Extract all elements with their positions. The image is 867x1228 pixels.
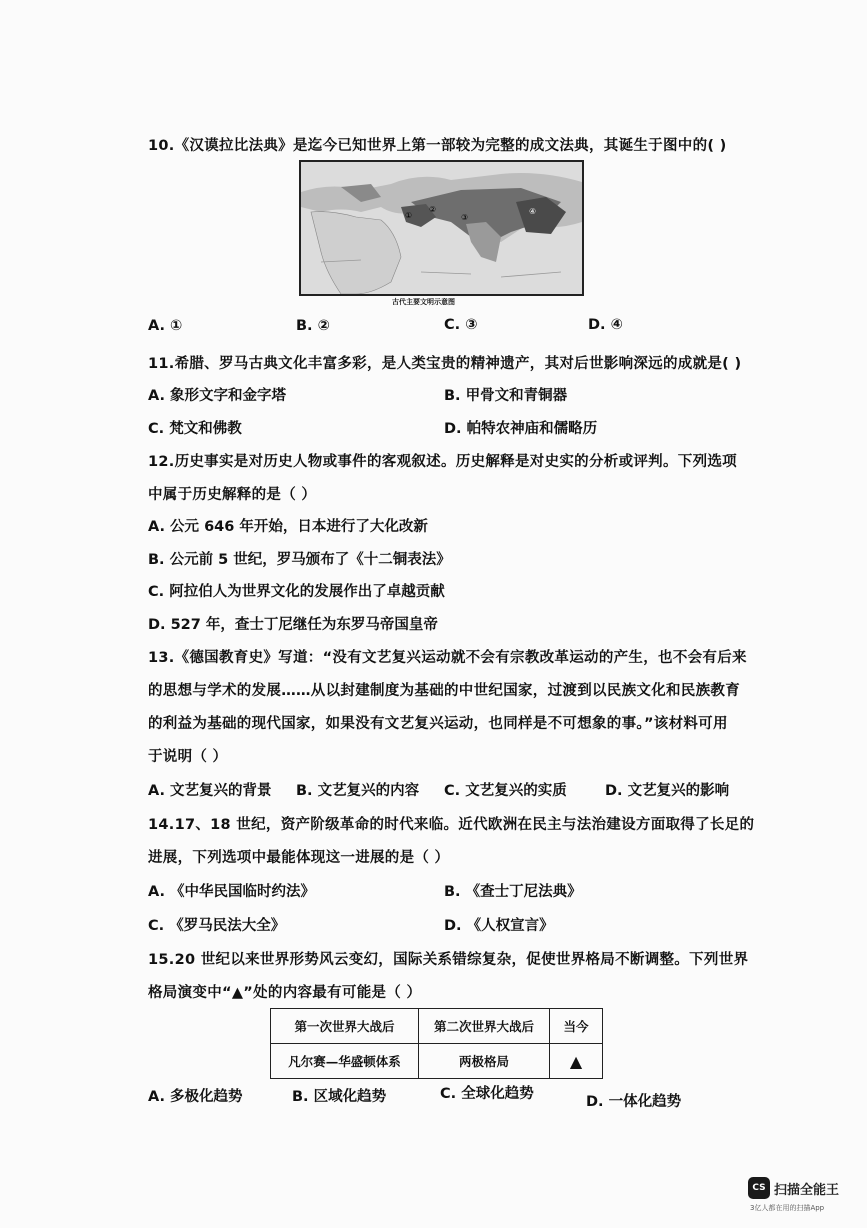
table-header-cell: 第二次世界大战后 <box>419 1009 550 1044</box>
table-cell: 两极格局 <box>419 1044 550 1079</box>
table-cell: 凡尔赛—华盛顿体系 <box>271 1044 419 1079</box>
q13-option-d: D. 文艺复兴的影响 <box>605 783 730 799</box>
q14-option-a: A. 《中华民国临时约法》 <box>148 884 316 900</box>
map-marker-2: ② <box>429 205 437 214</box>
triangle-marker-cell: ▲ <box>550 1044 603 1079</box>
q13-stem-line2: 的思想与学术的发展……从以封建制度为基础的中世纪国家，过渡到以民族文化和民族教育 <box>148 683 740 699</box>
map-caption: 古代主要文明示意图 <box>392 298 455 306</box>
q12-option-b: B. 公元前 5 世纪，罗马颁布了《十二铜表法》 <box>148 552 451 568</box>
map-marker-3: ③ <box>461 213 469 222</box>
q15-stem-line2: 格局演变中“▲”处的内容最有可能是（ ） <box>148 985 422 1001</box>
table-header-cell: 当今 <box>550 1009 603 1044</box>
table-header-row <box>271 1009 603 1044</box>
watermark-subtitle: 3亿人都在用的扫描App <box>750 1204 825 1212</box>
q15-stem-line1: 15.20 世纪以来世界形势风云变幻，国际关系错综复杂，促使世界格局不断调整。下列世界 <box>148 952 749 968</box>
camscanner-logo-icon: CS <box>748 1177 770 1199</box>
q15-option-a: A. 多极化趋势 <box>148 1089 243 1105</box>
q12-option-c: C. 阿拉伯人为世界文化的发展作出了卓越贡献 <box>148 584 445 600</box>
q14-stem-line1: 14.17、18 世纪，资产阶级革命的时代来临。近代欧洲在民主与法治建设方面取得了长足的 <box>148 817 755 833</box>
q10-option-d: D. ④ <box>588 317 623 333</box>
q13-option-c: C. 文艺复兴的实质 <box>444 783 567 799</box>
q12-stem-line1: 12.历史事实是对历史人物或事件的客观叙述。历史解释是对史实的分析或评判。下列选项 <box>148 454 737 470</box>
q12-option-d: D. 527 年，查士丁尼继任为东罗马帝国皇帝 <box>148 617 438 633</box>
q15-option-d: D. 一体化趋势 <box>586 1094 682 1110</box>
q13-stem-line4: 于说明（ ） <box>148 749 228 765</box>
map-illustration <box>301 162 582 294</box>
world-pattern-table <box>270 1008 603 1079</box>
q13-stem-line3: 的利益为基础的现代国家，如果没有文艺复兴运动，也同样是不可想象的事。”该材料可用 <box>148 716 728 732</box>
map-marker-4: ④ <box>529 207 537 216</box>
q14-option-b: B. 《查士丁尼法典》 <box>444 884 582 900</box>
table-row <box>271 1044 603 1079</box>
civilization-map <box>299 160 584 296</box>
q12-stem-line2: 中属于历史解释的是（ ） <box>148 487 317 503</box>
q11-option-d: D. 帕特农神庙和儒略历 <box>444 421 598 437</box>
q15-option-c: C. 全球化趋势 <box>440 1086 534 1102</box>
q13-option-a: A. 文艺复兴的背景 <box>148 783 272 799</box>
q11-option-a: A. 象形文字和金字塔 <box>148 388 287 404</box>
table-header-cell: 第一次世界大战后 <box>271 1009 419 1044</box>
q13-stem-line1: 13.《德国教育史》写道：“没有文艺复兴运动就不会有宗教改革运动的产生，也不会有后来 <box>148 650 747 666</box>
q11-stem: 11.希腊、罗马古典文化丰富多彩，是人类宝贵的精神遗产，其对后世影响深远的成就是( ) <box>148 356 742 372</box>
watermark-title: 扫描全能王 <box>774 1183 840 1198</box>
q10-option-a: A. ① <box>148 318 183 334</box>
q11-option-b: B. 甲骨文和青铜器 <box>444 388 568 404</box>
q10-stem: 10.《汉谟拉比法典》是迄今已知世界上第一部较为完整的成文法典，其诞生于图中的( ) <box>148 138 727 154</box>
q14-stem-line2: 进展，下列选项中最能体现这一进展的是（ ） <box>148 850 450 866</box>
q11-option-c: C. 梵文和佛教 <box>148 421 242 437</box>
q10-option-c: C. ③ <box>444 317 478 333</box>
q13-option-b: B. 文艺复兴的内容 <box>296 783 420 799</box>
q15-option-b: B. 区域化趋势 <box>292 1089 387 1105</box>
q14-option-c: C. 《罗马民法大全》 <box>148 918 286 934</box>
q10-option-b: B. ② <box>296 318 330 334</box>
q12-option-a: A. 公元 646 年开始，日本进行了大化改新 <box>148 519 428 535</box>
q14-option-d: D. 《人权宣言》 <box>444 918 554 934</box>
map-marker-1: ① <box>405 211 413 220</box>
